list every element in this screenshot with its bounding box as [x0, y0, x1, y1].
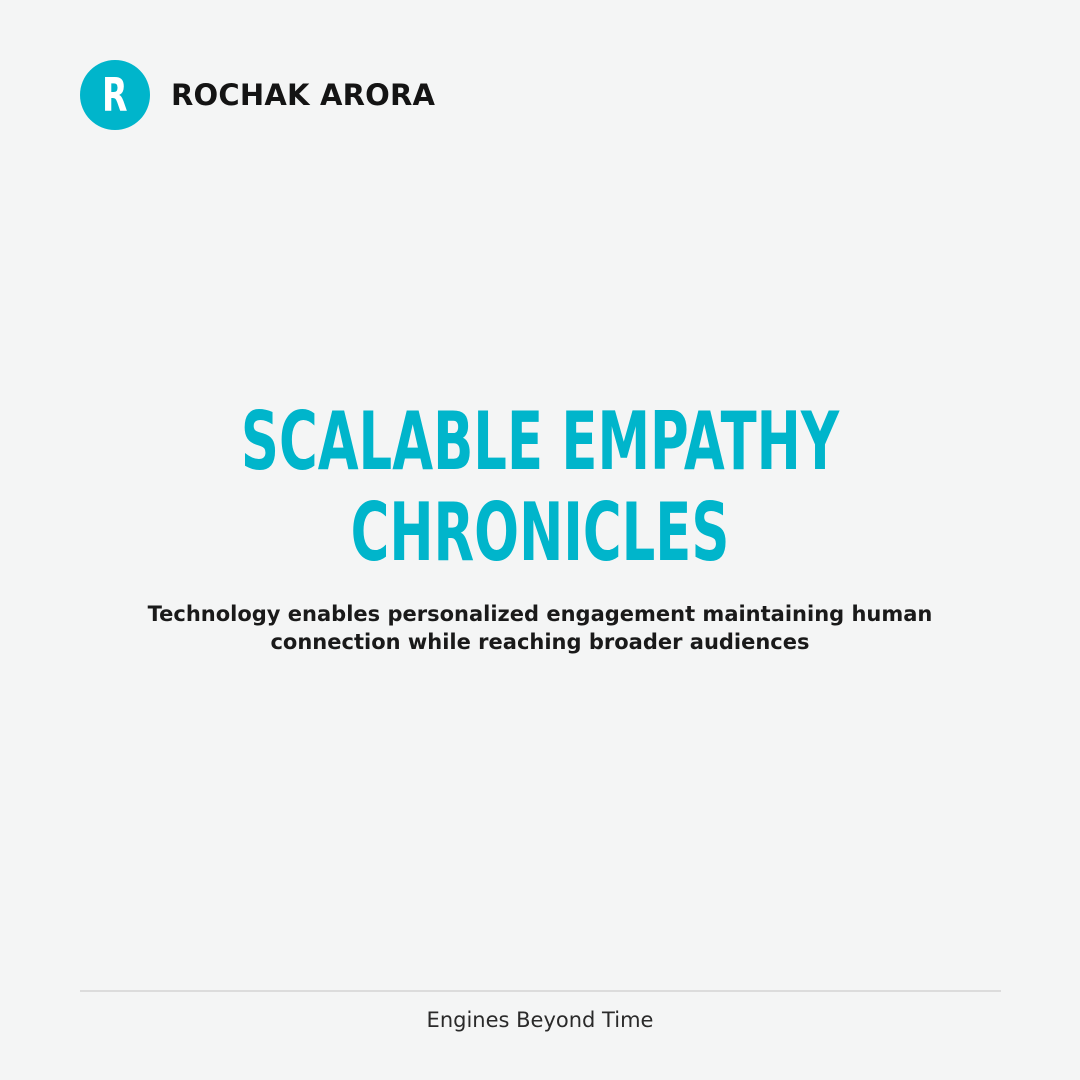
logo-badge	[80, 60, 150, 130]
brand-header	[80, 60, 435, 130]
footer-text: Engines Beyond Time	[426, 1008, 654, 1032]
subtitle	[110, 600, 970, 656]
headline	[0, 396, 1080, 578]
brand-name: ROCHAK ARORA	[171, 78, 436, 112]
headline-line-1: SCALABLE EMPATHY	[240, 395, 840, 488]
subtitle-line-1: Technology enables personalized engagement maintaining human	[147, 602, 933, 626]
footer-divider	[80, 990, 1001, 992]
logo-letter: R	[102, 68, 128, 122]
subtitle-line-2: connection while reaching broader audiences	[270, 630, 810, 654]
headline-line-2: CHRONICLES	[350, 486, 730, 579]
